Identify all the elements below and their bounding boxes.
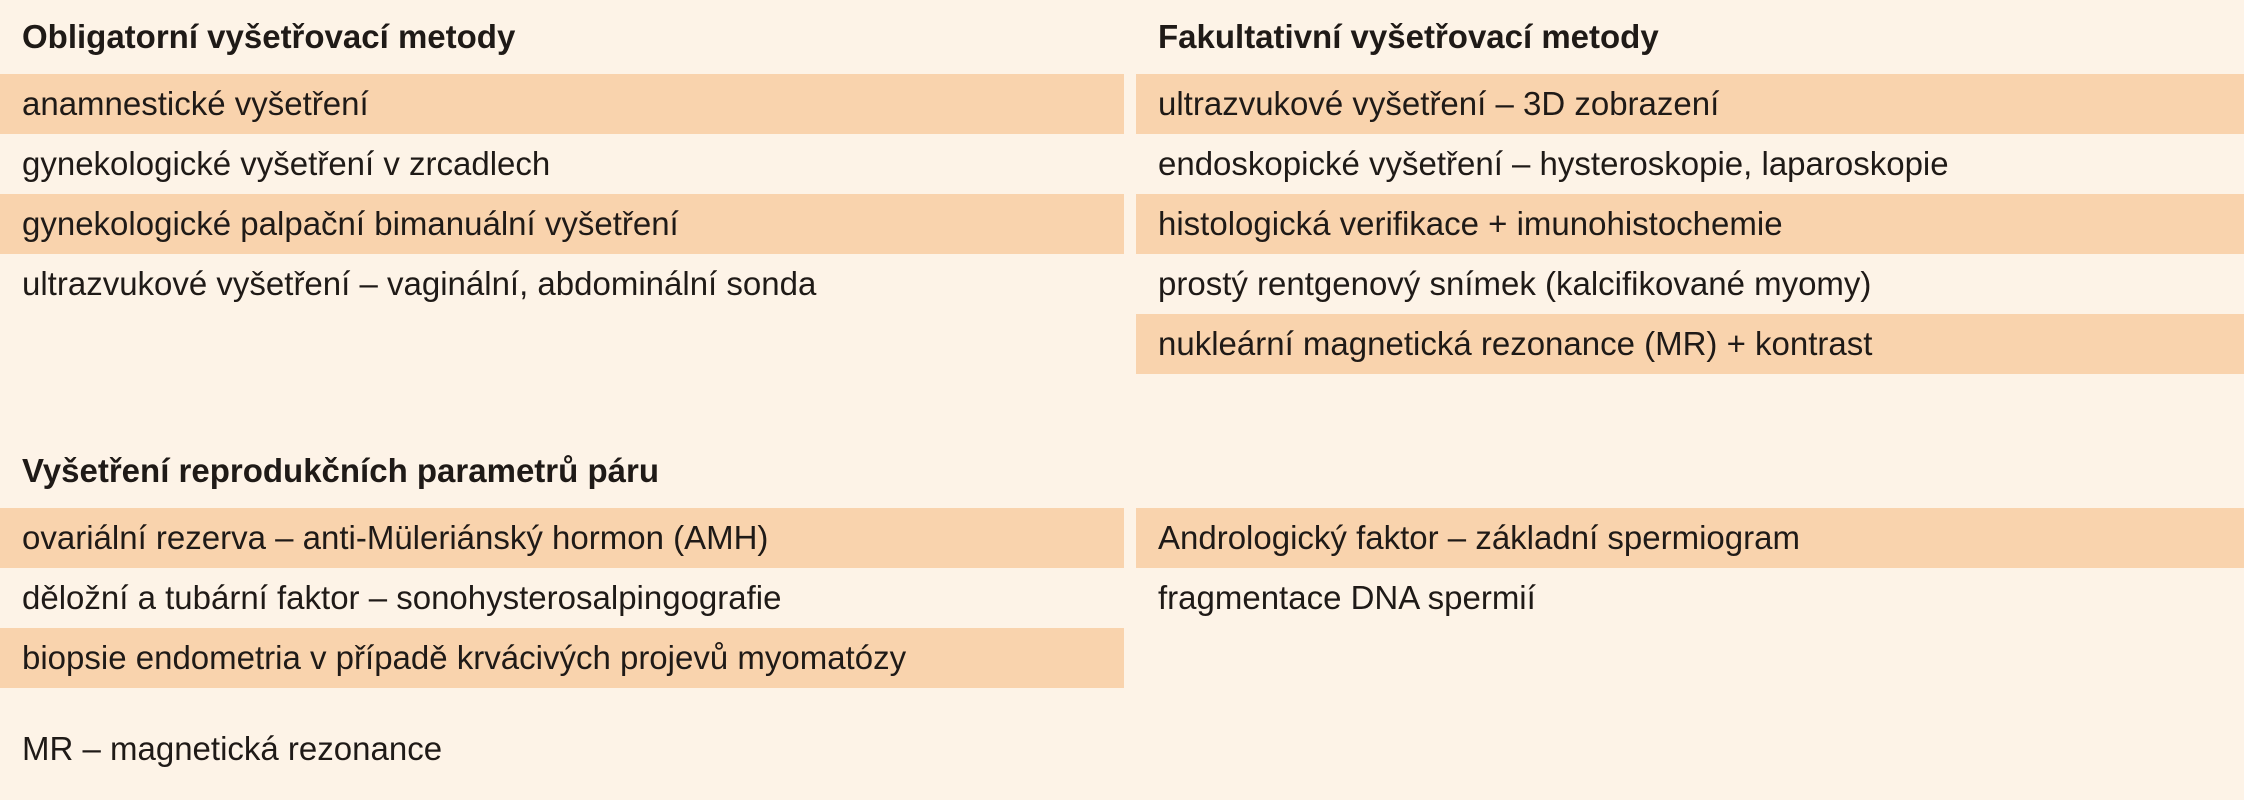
reproductive-male-list (1136, 508, 2244, 628)
obligatory-methods-list (0, 74, 1124, 314)
footnote: MR – magnetická rezonance (22, 730, 443, 767)
list-item: anamnestické vyšetření (0, 74, 1124, 134)
list-item: děložní a tubární faktor – sonohysterosalpingografie (22, 579, 782, 616)
list-item: ovariální rezerva – anti-Müleriánský hormon (AMH) (0, 508, 1124, 568)
list-item: Andrologický faktor – základní spermiogram (1136, 508, 2244, 568)
list-item: gynekologické palpační bimanuální vyšetření (0, 194, 1124, 254)
reproductive-male-section (1136, 434, 2244, 628)
list-item: nukleární magnetická rezonance (MR) + kontrast (1136, 314, 2244, 374)
reproductive-parameters-section (0, 434, 1124, 688)
facultative-methods-section (1136, 0, 2244, 374)
list-item: biopsie endometria v případě krvácivých projevů myomatózy (0, 628, 1124, 688)
obligatory-methods-heading: Obligatorní vyšetřovací metody (22, 18, 516, 55)
facultative-methods-heading: Fakultativní vyšetřovací metody (1158, 18, 1659, 55)
reproductive-parameters-heading: Vyšetření reprodukčních parametrů páru (22, 452, 659, 489)
reproductive-female-list (0, 508, 1124, 688)
obligatory-methods-section (0, 0, 1124, 314)
reproductive-male-spacer (1136, 434, 2244, 508)
list-item: gynekologické vyšetření v zrcadlech (22, 145, 551, 182)
list-item: fragmentace DNA spermií (1158, 579, 1536, 616)
list-item: endoskopické vyšetření – hysteroskopie, laparoskopie (1158, 145, 1949, 182)
list-item: prostý rentgenový snímek (kalcifikované myomy) (1158, 265, 1872, 302)
list-item: ultrazvukové vyšetření – vaginální, abdominální sonda (22, 265, 817, 302)
list-item: histologická verifikace + imunohistochemie (1136, 194, 2244, 254)
list-item: ultrazvukové vyšetření – 3D zobrazení (1136, 74, 2244, 134)
facultative-methods-list (1136, 74, 2244, 374)
